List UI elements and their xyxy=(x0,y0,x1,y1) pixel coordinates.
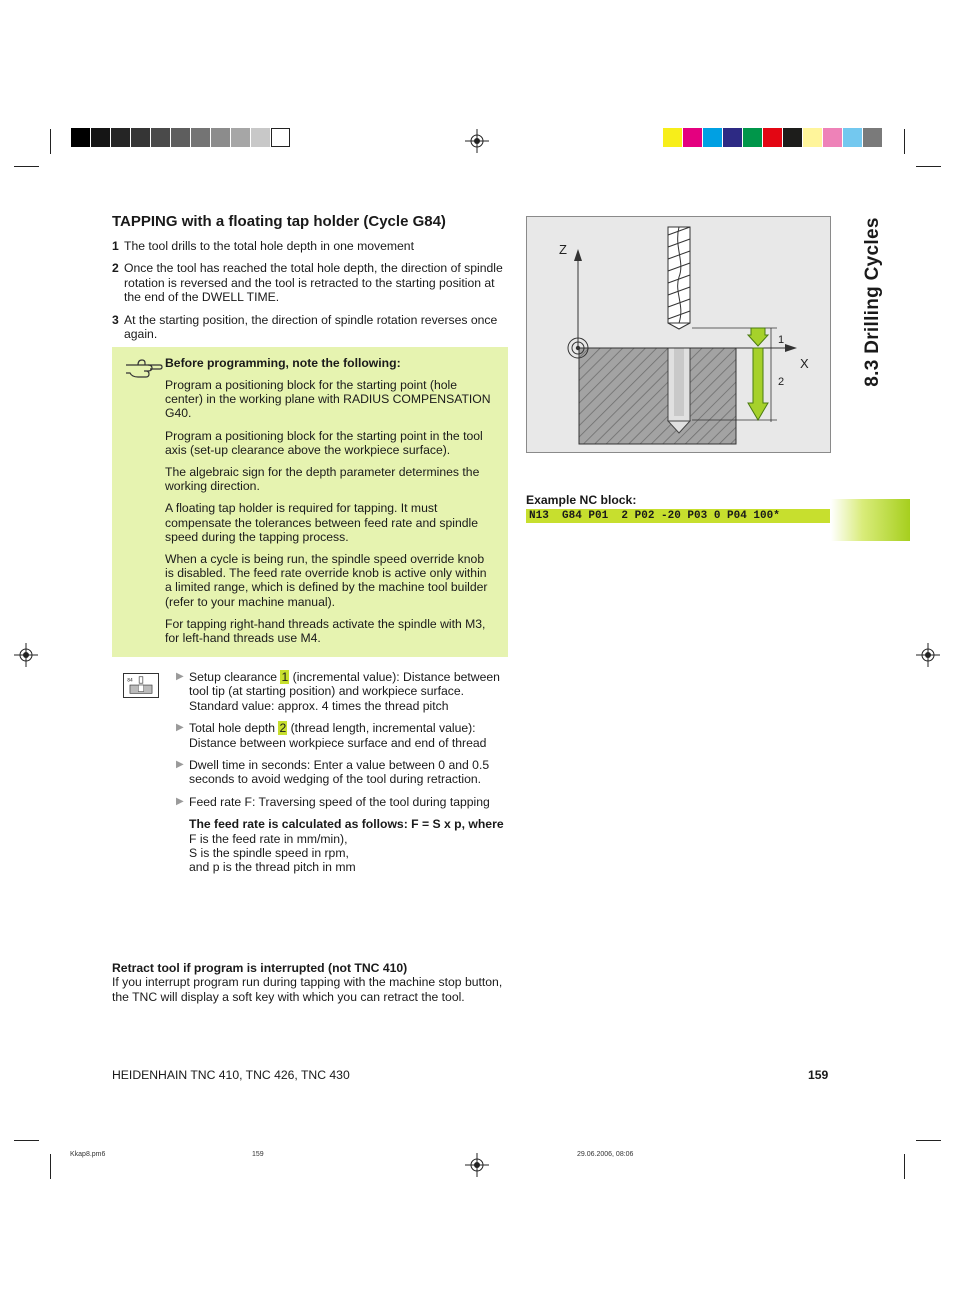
param-text: Feed rate F: Traversing speed of the tool during tapping xyxy=(189,794,490,809)
footer-manual-title: HEIDENHAIN TNC 410, TNC 426, TNC 430 xyxy=(112,1068,350,1082)
crop-mark xyxy=(904,1154,905,1179)
slug-date: 29.06.2006, 08:06 xyxy=(577,1151,634,1158)
chapter-tab xyxy=(831,499,910,541)
note-paragraph: The algebraic sign for the depth parameter determines the working direction. xyxy=(165,465,480,494)
color-swatch xyxy=(683,128,702,147)
note-heading: Before programming, note the following: xyxy=(165,356,401,370)
formula-heading: The feed rate is calculated as follows: F = S x p, where xyxy=(189,817,504,832)
bullet-arrow-icon: ▶ xyxy=(176,722,184,734)
step-number: 2 xyxy=(112,261,119,276)
note-paragraph: Program a positioning block for the starting point in the tool axis (set-up clearance above the workpiece surface). xyxy=(165,428,483,457)
parameter-setup-clearance xyxy=(176,670,508,713)
axis-label-x: X xyxy=(800,356,809,371)
note-paragraph: When a cycle is being run, the spindle speed override knob is disabled. The feed rate override knob is active only within a limited range, which is defined by the machine tool builder (refer to your machine manual). xyxy=(165,552,488,609)
nc-code: N13 G84 P01 2 P02 -20 P03 0 P04 100* xyxy=(529,510,780,522)
z-axis-arrowhead xyxy=(574,249,582,261)
nc-code-bar xyxy=(526,509,830,523)
slug-page: 159 xyxy=(252,1151,264,1158)
param-marker: 2 xyxy=(279,721,287,736)
param-marker: 1 xyxy=(281,670,289,684)
color-swatch xyxy=(823,128,842,147)
tapping-diagram-svg xyxy=(527,217,830,452)
formula-line: S is the spindle speed in rpm, xyxy=(189,846,349,861)
step-text: Once the tool has reached the total hole depth, the direction of spindle rotation is reversed and the tool is retracted to the starting position at the end of the DWELL TIME. xyxy=(124,261,503,305)
color-swatch xyxy=(703,128,722,147)
param-text: Dwell time in seconds: Enter a value between 0 and 0.5 seconds to avoid wedging of the tool during retraction. xyxy=(189,758,490,787)
bullet-arrow-icon: ▶ xyxy=(176,671,184,682)
crop-mark xyxy=(916,166,941,167)
parameter-dwell-time xyxy=(176,758,508,787)
note-paragraph: A floating tap holder is required for tapping. It must compensate the tolerances between feed rate and spindle speed during the tapping process. xyxy=(165,501,479,544)
parameter-total-hole-depth xyxy=(176,721,508,750)
formula-line: and p is the thread pitch in mm xyxy=(189,860,356,875)
step-item xyxy=(112,313,508,342)
note-box xyxy=(112,347,508,657)
color-swatch xyxy=(151,128,170,147)
crop-mark xyxy=(916,1140,941,1141)
param-text: (thread length, incremental value): Distance between workpiece surface and end of thread xyxy=(189,721,487,750)
color-swatch xyxy=(211,128,230,147)
formula-line: F is the feed rate in mm/min), xyxy=(189,831,348,846)
tap-tool xyxy=(668,227,690,329)
tapping-diagram xyxy=(526,216,831,453)
color-swatch xyxy=(743,128,762,147)
color-swatch xyxy=(231,128,250,147)
color-swatch xyxy=(251,128,270,147)
step-item xyxy=(112,239,508,253)
svg-text:84: 84 xyxy=(127,678,133,684)
param-text: Total hole depth xyxy=(189,721,279,736)
retract-heading: Retract tool if program is interrupted (not TNC 410) xyxy=(112,961,408,975)
axis-label-z: Z xyxy=(559,242,567,257)
color-swatch xyxy=(91,128,110,147)
registration-mark-icon xyxy=(14,643,38,667)
page-number: 159 xyxy=(808,1068,829,1082)
crop-mark xyxy=(50,129,51,154)
registration-mark-icon xyxy=(916,643,940,667)
param-text: Setup clearance xyxy=(189,670,281,684)
color-swatch xyxy=(171,128,190,147)
dimension-label-2: 2 xyxy=(778,376,785,388)
color-swatch xyxy=(723,128,742,147)
color-swatch xyxy=(783,128,802,147)
note-paragraphs xyxy=(165,378,495,653)
color-swatch xyxy=(71,128,90,147)
x-axis-arrowhead xyxy=(785,344,797,352)
slug-filename: Kkap8.pm6 xyxy=(70,1151,106,1158)
step-item xyxy=(112,261,508,304)
color-swatch xyxy=(863,128,882,147)
crop-mark xyxy=(14,166,39,167)
parameter-feed-rate xyxy=(176,795,508,809)
crop-mark xyxy=(904,129,905,154)
side-chapter-title xyxy=(853,213,893,391)
feed-rate-formula xyxy=(176,817,508,875)
pointing-hand-icon xyxy=(124,355,164,381)
color-swatch xyxy=(843,128,862,147)
color-swatch xyxy=(663,128,682,147)
step-text: At the starting position, the direction of spindle rotation reverses once again. xyxy=(124,312,498,342)
crop-mark xyxy=(50,1154,51,1179)
step-number: 3 xyxy=(112,312,119,327)
color-swatch xyxy=(131,128,150,147)
step-text: The tool drills to the total hole depth in one movement xyxy=(124,239,414,253)
color-swatch xyxy=(803,128,822,147)
dimension-label-1: 1 xyxy=(778,334,785,346)
bullet-arrow-icon: ▶ xyxy=(176,795,184,807)
retract-text: If you interrupt program run during tapping with the machine stop button, the TNC will display a soft key with which you can retract the tool. xyxy=(112,975,503,1004)
side-chapter-title-text: 8.3 Drilling Cycles xyxy=(862,217,883,387)
retract-section xyxy=(112,961,510,1004)
section-title: TAPPING with a floating tap holder (Cycle G84) xyxy=(112,213,446,230)
example-label: Example NC block: xyxy=(526,493,637,507)
color-swatch xyxy=(271,128,290,147)
step-list xyxy=(112,239,508,349)
color-swatch xyxy=(763,128,782,147)
color-swatch xyxy=(191,128,210,147)
registration-mark-icon xyxy=(465,1153,489,1177)
note-paragraph: For tapping right-hand threads activate the spindle with M3, for left-hand threads use M4. xyxy=(165,616,486,646)
step-number: 1 xyxy=(112,239,119,253)
registration-mark-icon xyxy=(465,129,489,153)
crop-mark xyxy=(14,1140,39,1141)
param-text: (incremental value): Distance between tool tip (at starting position) and workpiece surface. Standard value: approx. 4 times the thread pitch xyxy=(189,670,500,713)
bullet-arrow-icon: ▶ xyxy=(176,759,184,771)
clearance-arrow xyxy=(748,328,768,346)
workpiece xyxy=(579,348,736,444)
cycle-softkey-icon xyxy=(123,673,159,698)
depth-arrow xyxy=(748,348,768,420)
parameter-list xyxy=(176,670,508,875)
note-paragraph: Program a positioning block for the starting point (hole center) in the working plane with RADIUS COMPENSATION G40. xyxy=(165,378,491,421)
color-swatch xyxy=(111,128,130,147)
